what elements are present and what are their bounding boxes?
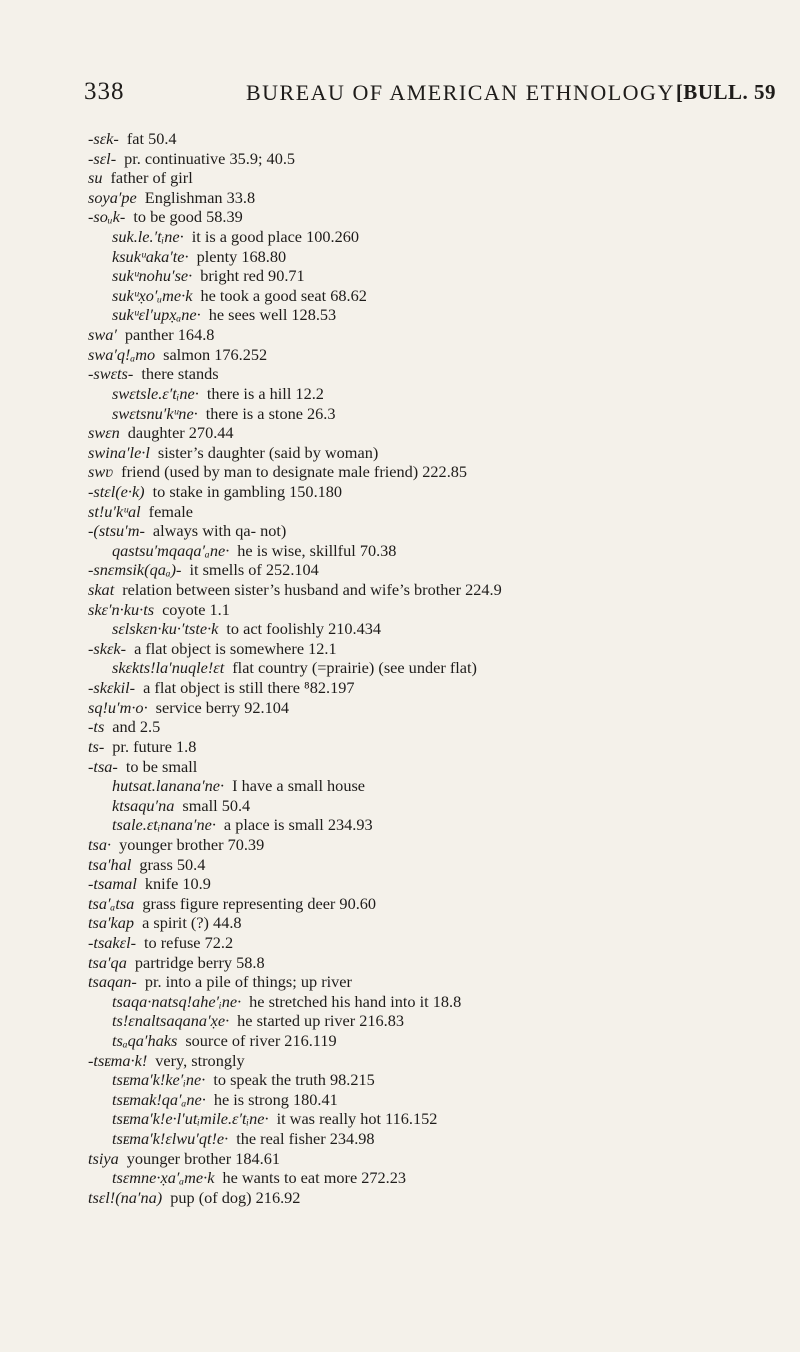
entry-headword: -tsakɛl- (88, 932, 137, 952)
entry-headword: swina′le·l (88, 442, 150, 462)
entry-headword: tsaqa·natsq!ahe′ᵢne· (112, 991, 242, 1011)
entry-headword: ts- (88, 736, 105, 756)
entry-headword: -skɛkil- (88, 678, 136, 698)
glossary-entry (88, 384, 778, 404)
glossary-entry (88, 502, 778, 522)
entry-definition: a flat object is still there ⁸82.197 (143, 678, 355, 698)
entry-definition: to act foolishly 210.434 (226, 619, 382, 639)
entry-definition: small 50.4 (182, 795, 251, 815)
entry-definition: it was really hot 116.152 (276, 1109, 438, 1129)
glossary-entry (88, 541, 778, 561)
entry-headword: suk.le.′tᵢne· (112, 227, 184, 247)
entry-definition: he sees well 128.53 (208, 305, 337, 325)
entry-headword: ts!ɛnaltsaqana′x̣e· (112, 1011, 230, 1031)
glossary-entry (88, 1109, 778, 1129)
entry-headword: swa′ (88, 325, 117, 345)
glossary-entry (88, 992, 778, 1012)
entry-headword: swʋ (88, 462, 114, 482)
entry-definition: daughter 270.44 (127, 423, 234, 443)
entry-definition: plenty 168.80 (196, 246, 287, 266)
glossary-entry (88, 227, 778, 247)
glossary-entry (88, 1031, 778, 1051)
entry-headword: -skɛk- (88, 638, 127, 658)
glossary-entry (88, 305, 778, 325)
glossary-entry (88, 580, 778, 600)
entry-headword: -stɛl(e·k) (88, 481, 145, 501)
entry-definition: there is a hill 12.2 (206, 383, 324, 403)
glossary-entry (88, 658, 778, 678)
entry-definition: salmon 176.252 (163, 344, 268, 364)
running-header (84, 78, 784, 108)
entry-headword: su (88, 168, 103, 188)
entry-headword: hutsat.lanana′ne· (112, 776, 225, 796)
entry-headword: swɛtsle.ɛ′tᵢne· (112, 383, 199, 403)
entry-definition: pr. into a pile of things; up river (144, 972, 352, 992)
entry-headword: -swɛts- (88, 364, 134, 384)
entry-definition: pr. future 1.8 (112, 736, 197, 756)
entry-definition: always with qa- not) (152, 521, 287, 541)
glossary-entry (88, 698, 778, 718)
glossary-entry (88, 443, 778, 463)
entry-headword: tsɛmne·x̣a′ₐme·k (112, 1168, 215, 1188)
entry-headword: -sɛk- (88, 129, 119, 148)
glossary-entry (88, 815, 778, 835)
entry-definition: it smells of 252.104 (189, 560, 319, 580)
entry-headword: tsᴇma′k!ɛlwu′qt!e· (112, 1129, 229, 1149)
entry-definition: a flat object is somewhere 12.1 (134, 638, 337, 658)
glossary-entry (88, 247, 778, 267)
glossary-entry (88, 776, 778, 796)
entry-headword: tsᴇmak!qa′ₐne· (112, 1089, 206, 1109)
glossary-entries (88, 129, 778, 1208)
glossary-entry (88, 1188, 778, 1208)
entry-definition: flat country (=prairie) (see under flat) (232, 658, 477, 678)
entry-definition: he is strong 180.41 (213, 1089, 338, 1109)
entry-headword: tsaqan- (88, 972, 137, 992)
entry-definition: to speak the truth 98.215 (213, 1070, 375, 1090)
bulletin-label: [BULL. 59 (675, 80, 776, 104)
glossary-entry (88, 737, 778, 757)
entry-headword: tsa· (88, 834, 112, 854)
glossary-entry (88, 482, 778, 502)
entry-definition: friend (used by man to designate male friend) 222.85 (121, 462, 468, 482)
glossary-entry (88, 1149, 778, 1169)
glossary-entry (88, 1090, 778, 1110)
entry-headword: tsiya (88, 1148, 119, 1168)
glossary-entry (88, 129, 778, 149)
glossary-entry (88, 600, 778, 620)
entry-definition: relation between sister’s husband and wife’s brother 224.9 (122, 580, 502, 600)
entry-definition: grass figure representing deer 90.60 (142, 893, 377, 913)
entry-headword: swa′q!ₐmo (88, 344, 156, 364)
glossary-entry (88, 364, 778, 384)
entry-headword: -(stsu′m- (88, 521, 145, 541)
entry-headword: sq!u′m·o· (88, 697, 148, 717)
glossary-entry (88, 796, 778, 816)
glossary-entry (88, 1070, 778, 1090)
entry-definition: sister’s daughter (said by woman) (157, 442, 379, 462)
entry-definition: the real fisher 234.98 (236, 1129, 375, 1149)
glossary-entry (88, 972, 778, 992)
entry-headword: tsɛl!(na′na) (88, 1187, 163, 1207)
entry-definition: fat 50.4 (126, 129, 177, 148)
entry-headword: tsa′ₐtsa (88, 893, 135, 913)
entry-definition: father of girl (110, 168, 193, 188)
entry-headword: st!u′kᵘal (88, 501, 141, 521)
entry-headword: sukᵘɛl′upx̣ₐne· (112, 305, 201, 325)
glossary-entry (88, 188, 778, 208)
entry-definition: Englishman 33.8 (144, 187, 256, 207)
entry-definition: younger brother 70.39 (119, 834, 265, 854)
entry-headword: tsa′hal (88, 854, 132, 874)
entry-headword: sukᵘnohu′se· (112, 266, 193, 286)
entry-headword: -soᵤk- (88, 207, 126, 227)
entry-headword: tsale.ɛtᵢnana′ne· (112, 815, 216, 835)
entry-headword: ksukᵘaka′te· (112, 246, 189, 266)
entry-definition: to refuse 72.2 (144, 932, 234, 952)
glossary-entry (88, 717, 778, 737)
glossary-entry (88, 149, 778, 169)
entry-definition: grass 50.4 (139, 854, 206, 874)
glossary-entry (88, 894, 778, 914)
entry-definition: panther 164.8 (124, 325, 215, 345)
entry-definition: younger brother 184.61 (126, 1148, 281, 1168)
entry-definition: he took a good seat 68.62 (200, 285, 367, 305)
entry-headword: -ts (88, 717, 105, 737)
glossary-entry (88, 325, 778, 345)
glossary-entry (88, 1168, 778, 1188)
entry-headword: ktsaqu′na (112, 795, 175, 815)
glossary-entry (88, 521, 778, 541)
entry-headword: -tsamal (88, 874, 137, 894)
entry-headword: tsᴇma′k!ke′ᵢne· (112, 1070, 206, 1090)
entry-definition: to be small (125, 756, 198, 776)
glossary-entry (88, 168, 778, 188)
entry-headword: -sɛl- (88, 148, 117, 168)
entry-definition: a place is small 234.93 (223, 815, 373, 835)
glossary-entry (88, 913, 778, 933)
glossary-entry (88, 423, 778, 443)
glossary-entry (88, 560, 778, 580)
entry-definition: he started up river 216.83 (237, 1011, 404, 1031)
entry-headword: sukᵘx̣o′ᵤme·k (112, 285, 193, 305)
entry-headword: skat (88, 580, 115, 600)
entry-headword: tsa′kap (88, 913, 135, 933)
page-number: 338 (84, 78, 125, 105)
entry-headword: skɛkts!la′nuqle!ɛt (112, 658, 225, 678)
entry-headword: -tsᴇma·k! (88, 1050, 148, 1070)
entry-definition: source of river 216.119 (185, 1031, 337, 1051)
entry-definition: knife 10.9 (144, 874, 211, 894)
entry-headword: tsa′qa (88, 952, 127, 972)
entry-definition: it is a good place 100.260 (191, 227, 360, 247)
glossary-entry (88, 874, 778, 894)
entry-definition: female (148, 501, 193, 521)
glossary-entry (88, 404, 778, 424)
entry-headword: tsₐqa′haks (112, 1031, 178, 1051)
entry-headword: skɛ′n·ku·ts (88, 599, 155, 619)
entry-definition: pr. continuative 35.9; 40.5 (124, 148, 296, 168)
glossary-entry (88, 345, 778, 365)
entry-headword: swɛtsnu′kᵘne· (112, 403, 198, 423)
glossary-entry (88, 207, 778, 227)
glossary-entry (88, 933, 778, 953)
entry-definition: I have a small house (232, 776, 366, 796)
entry-definition: to be good 58.39 (133, 207, 243, 227)
entry-definition: very, strongly (155, 1050, 245, 1070)
entry-definition: partridge berry 58.8 (134, 952, 265, 972)
entry-headword: soya′pe (88, 187, 137, 207)
running-title: BUREAU OF AMERICAN ETHNOLOGY (246, 80, 675, 105)
entry-definition: and 2.5 (112, 717, 161, 737)
glossary-entry (88, 639, 778, 659)
entry-headword: sɛlskɛn·ku·′tste·k (112, 619, 219, 639)
entry-definition: he stretched his hand into it 18.8 (249, 991, 462, 1011)
entry-definition: there is a stone 26.3 (205, 403, 336, 423)
glossary-entry (88, 462, 778, 482)
entry-definition: a spirit (?) 44.8 (142, 913, 242, 933)
entry-definition: he wants to eat more 272.23 (222, 1168, 407, 1188)
entry-definition: coyote 1.1 (162, 599, 230, 619)
entry-headword: qastsu′mqaqa′ₐne· (112, 540, 230, 560)
glossary-entry (88, 1011, 778, 1031)
entry-definition: to stake in gambling 150.180 (152, 481, 343, 501)
glossary-entry (88, 855, 778, 875)
entry-headword: -snɛmsik(qaₐ)- (88, 560, 182, 580)
entry-definition: there stands (141, 364, 219, 384)
entry-headword: tsᴇma′k!e·l′utᵢmile.ɛ′tᵢne· (112, 1109, 269, 1129)
glossary-entry (88, 835, 778, 855)
glossary-entry (88, 286, 778, 306)
glossary-entry (88, 1129, 778, 1149)
glossary-entry (88, 953, 778, 973)
glossary-entry (88, 678, 778, 698)
glossary-entry (88, 619, 778, 639)
glossary-entry (88, 757, 778, 777)
entry-definition: pup (of dog) 216.92 (170, 1187, 301, 1207)
entry-definition: service berry 92.104 (155, 697, 290, 717)
entry-definition: bright red 90.71 (200, 266, 305, 286)
entry-definition: he is wise, skillful 70.38 (237, 540, 397, 560)
entry-headword: swɛn (88, 423, 120, 443)
glossary-entry (88, 1051, 778, 1071)
entry-headword: -tsa- (88, 756, 118, 776)
glossary-entry (88, 266, 778, 286)
